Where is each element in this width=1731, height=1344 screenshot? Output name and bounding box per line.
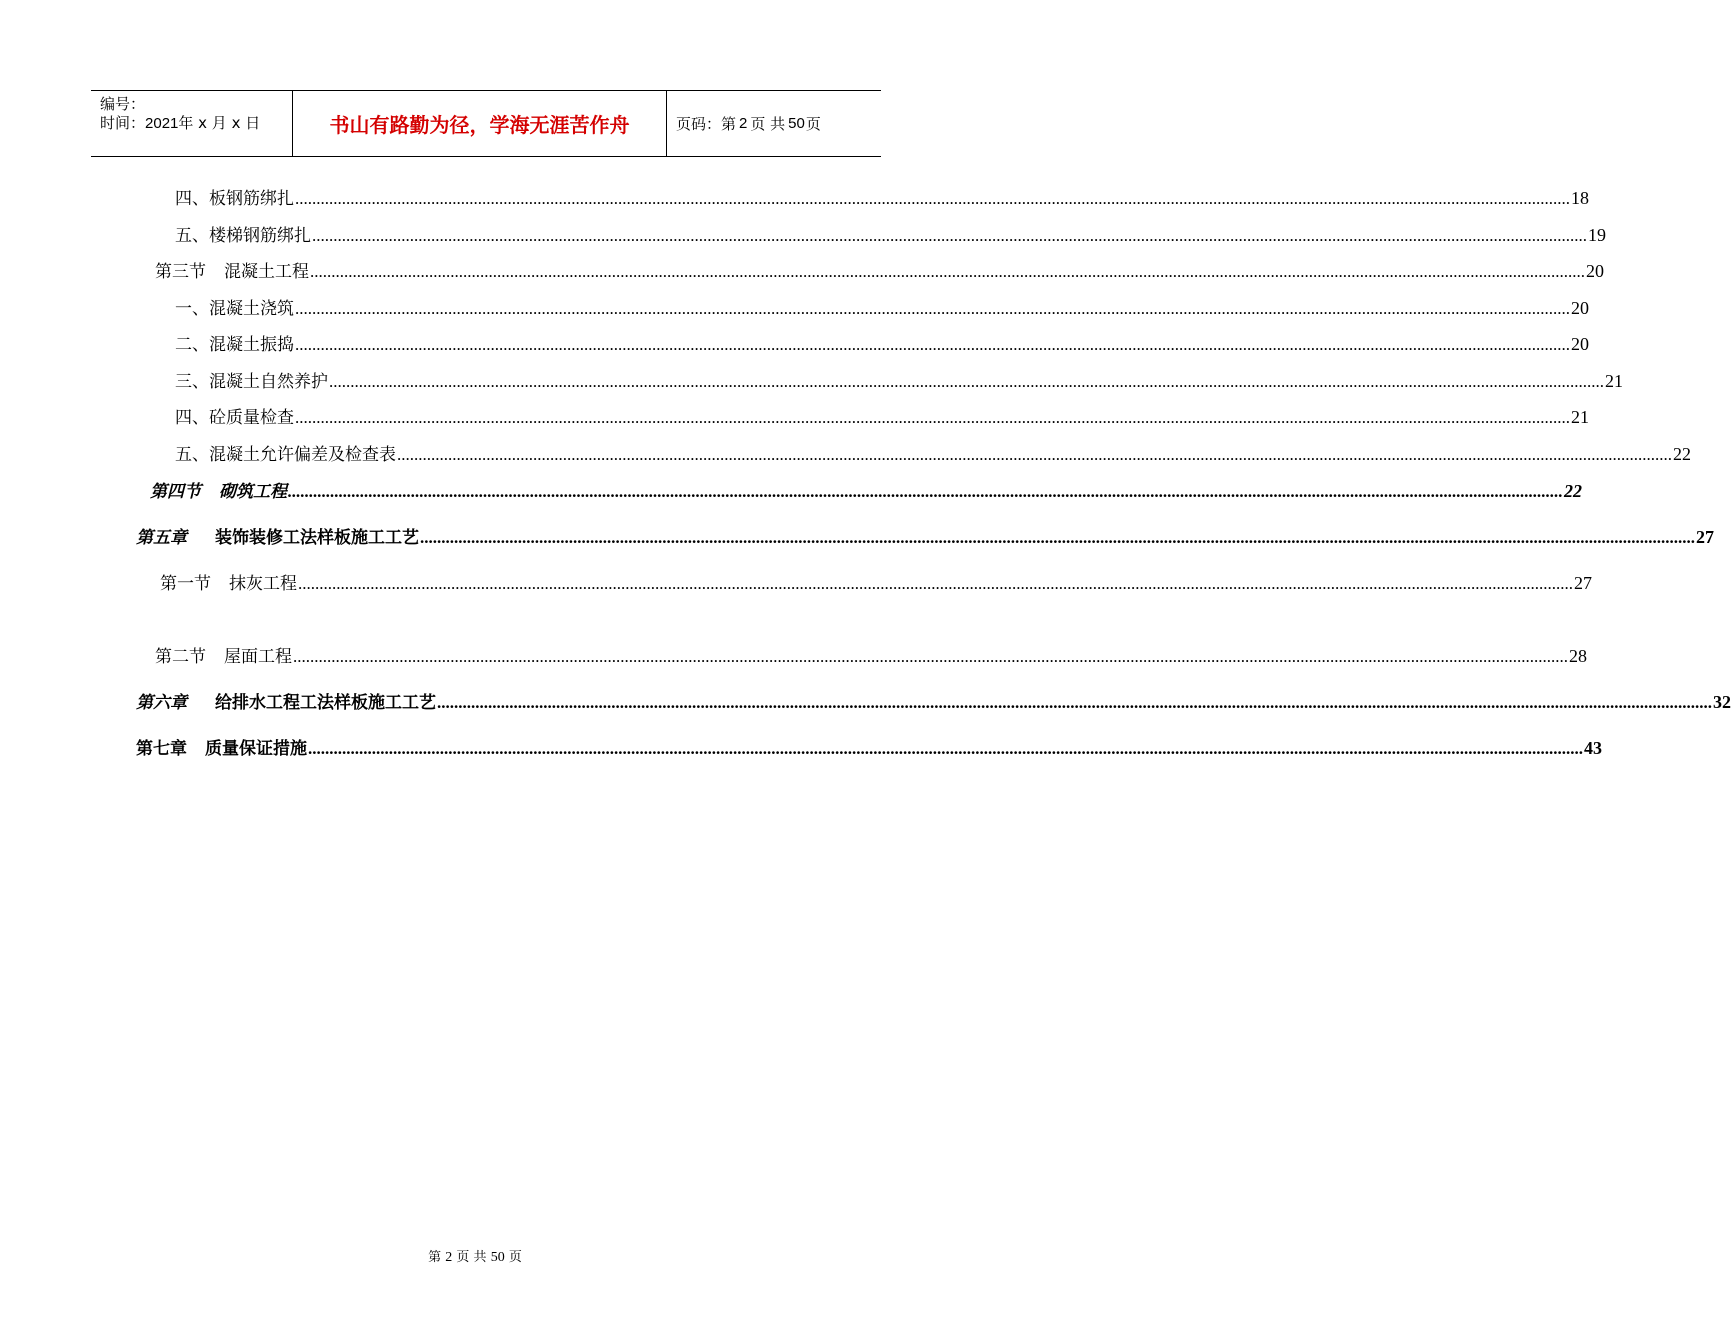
- toc-entry[interactable]: [175, 221, 1606, 246]
- footer-total: 50: [490, 1250, 505, 1265]
- toc-entry-page: 22: [1564, 481, 1582, 501]
- toc-entry-number: 第六章: [136, 693, 187, 713]
- toc-entry-page: 43: [1584, 738, 1602, 758]
- toc-entry-title: 抹灰工程: [229, 574, 297, 594]
- toc-entry-page: 32: [1713, 692, 1731, 712]
- header-page-counter: [667, 91, 881, 156]
- toc-leader: ............................................................................................................................................................................................................................................................................................................: [298, 574, 1573, 593]
- toc-entry[interactable]: [175, 403, 1589, 428]
- toc-leader: ............................................................................................................................................................................................................................................................................................................: [310, 262, 1585, 281]
- toc-entry-title: 屋面工程: [224, 647, 292, 667]
- toc-entry-label: 五、楼梯钢筋绑扎: [175, 226, 311, 246]
- footer-prefix: 第: [428, 1250, 442, 1265]
- toc-entry[interactable]: [155, 257, 1604, 282]
- toc-leader: ............................................................................................................................................................................................................................................................................................................: [295, 299, 1570, 318]
- toc-entry-page: 20: [1571, 334, 1589, 354]
- toc-entry[interactable]: [175, 294, 1589, 319]
- time-year: 2021: [145, 115, 179, 132]
- toc-entry-label: [136, 688, 436, 713]
- toc-leader: ............................................................................................................................................................................................................................................................................................................: [295, 189, 1570, 208]
- header-meta: [91, 91, 293, 156]
- toc-leader: ............................................................................................................................................................................................................................................................................................................: [420, 528, 1695, 547]
- toc-entry-label: [136, 523, 419, 548]
- toc-entry[interactable]: [160, 569, 1592, 594]
- toc-entry-page: 18: [1571, 188, 1589, 208]
- toc-entry-label: 四、板钢筋绑扎: [175, 189, 294, 209]
- footer-suffix: 页: [508, 1250, 522, 1265]
- page-current: 2: [739, 115, 748, 132]
- document-code-label: 编号：: [100, 95, 146, 113]
- header-motto: 书山有路勤为径，学海无涯苦作舟: [293, 91, 667, 156]
- toc-entry-title: 砌筑工程: [219, 482, 287, 502]
- page-mid: 页 共: [750, 115, 786, 133]
- toc-entry[interactable]: [175, 367, 1623, 392]
- toc-entry-label: 五、混凝土允许偏差及检查表: [175, 445, 396, 465]
- toc-entry-number: 第二节: [155, 647, 206, 667]
- document-time: [100, 114, 292, 133]
- toc-entry[interactable]: [175, 184, 1589, 209]
- toc-entry[interactable]: [136, 688, 1731, 713]
- toc-entry[interactable]: [175, 330, 1589, 355]
- toc-entry-label: 一、混凝土浇筑: [175, 299, 294, 319]
- toc-leader: ............................................................................................................................................................................................................................................................................................................: [437, 693, 1712, 712]
- toc-entry-label: [150, 477, 287, 502]
- page-footer: [0, 1246, 950, 1266]
- toc-entry-page: 27: [1696, 527, 1714, 547]
- toc-leader: ............................................................................................................................................................................................................................................................................................................: [397, 445, 1672, 464]
- toc-entry[interactable]: [175, 440, 1691, 465]
- toc-entry-page: 28: [1569, 646, 1587, 666]
- toc-entry-label: 三、混凝土自然养护: [175, 372, 328, 392]
- toc-leader: ............................................................................................................................................................................................................................................................................................................: [295, 335, 1570, 354]
- page-total: 50: [788, 115, 805, 132]
- toc-entry-label: [136, 734, 307, 759]
- footer-mid: 页 共: [456, 1250, 487, 1265]
- toc-entry-title: 装饰装修工法样板施工工艺: [215, 528, 419, 548]
- toc-entry-page: 20: [1586, 261, 1604, 281]
- toc-entry-page: 21: [1571, 407, 1589, 427]
- toc-entry-label: 二、混凝土振捣: [175, 335, 294, 355]
- toc-entry-number: 第四节: [150, 482, 201, 502]
- toc-entry-label: [160, 569, 297, 594]
- document-header: [91, 90, 881, 157]
- toc-entry-title: 给排水工程工法样板施工工艺: [215, 693, 436, 713]
- toc-entry-label: 四、砼质量检查: [175, 408, 294, 428]
- toc-entry-page: 21: [1605, 371, 1623, 391]
- toc-entry-page: 19: [1588, 225, 1606, 245]
- toc-leader: ............................................................................................................................................................................................................................................................................................................: [329, 372, 1604, 391]
- page-suffix: 页: [805, 115, 821, 133]
- toc-entry-title: 质量保证措施: [205, 739, 307, 759]
- toc-entry-label: [155, 642, 292, 667]
- toc-entry-page: 27: [1574, 573, 1592, 593]
- toc-entry-label: [155, 257, 309, 282]
- toc-leader: ............................................................................................................................................................................................................................................................................................................: [288, 482, 1563, 501]
- toc-entry-number: 第七章: [136, 739, 187, 759]
- toc-leader: ............................................................................................................................................................................................................................................................................................................: [293, 647, 1568, 666]
- toc-entry[interactable]: [150, 477, 1582, 502]
- toc-leader: ............................................................................................................................................................................................................................................................................................................: [295, 408, 1570, 427]
- toc-entry-number: 第五章: [136, 528, 187, 548]
- toc-entry-page: 22: [1673, 444, 1691, 464]
- footer-current: 2: [445, 1250, 453, 1265]
- toc-entry[interactable]: [155, 642, 1587, 667]
- toc-entry[interactable]: [136, 734, 1602, 759]
- toc-entry[interactable]: [136, 523, 1714, 548]
- toc-entry-number: 第一节: [160, 574, 211, 594]
- page-prefix: 页码：第: [676, 115, 737, 133]
- toc-entry-number: 第三节: [155, 262, 206, 282]
- time-rest: 年 x 月 x 日: [178, 114, 261, 132]
- toc-leader: ............................................................................................................................................................................................................................................................................................................: [308, 739, 1583, 758]
- toc-leader: ............................................................................................................................................................................................................................................................................................................: [312, 226, 1587, 245]
- time-label: 时间：: [100, 114, 146, 132]
- toc-entry-title: 混凝土工程: [224, 262, 309, 282]
- toc-entry-page: 20: [1571, 298, 1589, 318]
